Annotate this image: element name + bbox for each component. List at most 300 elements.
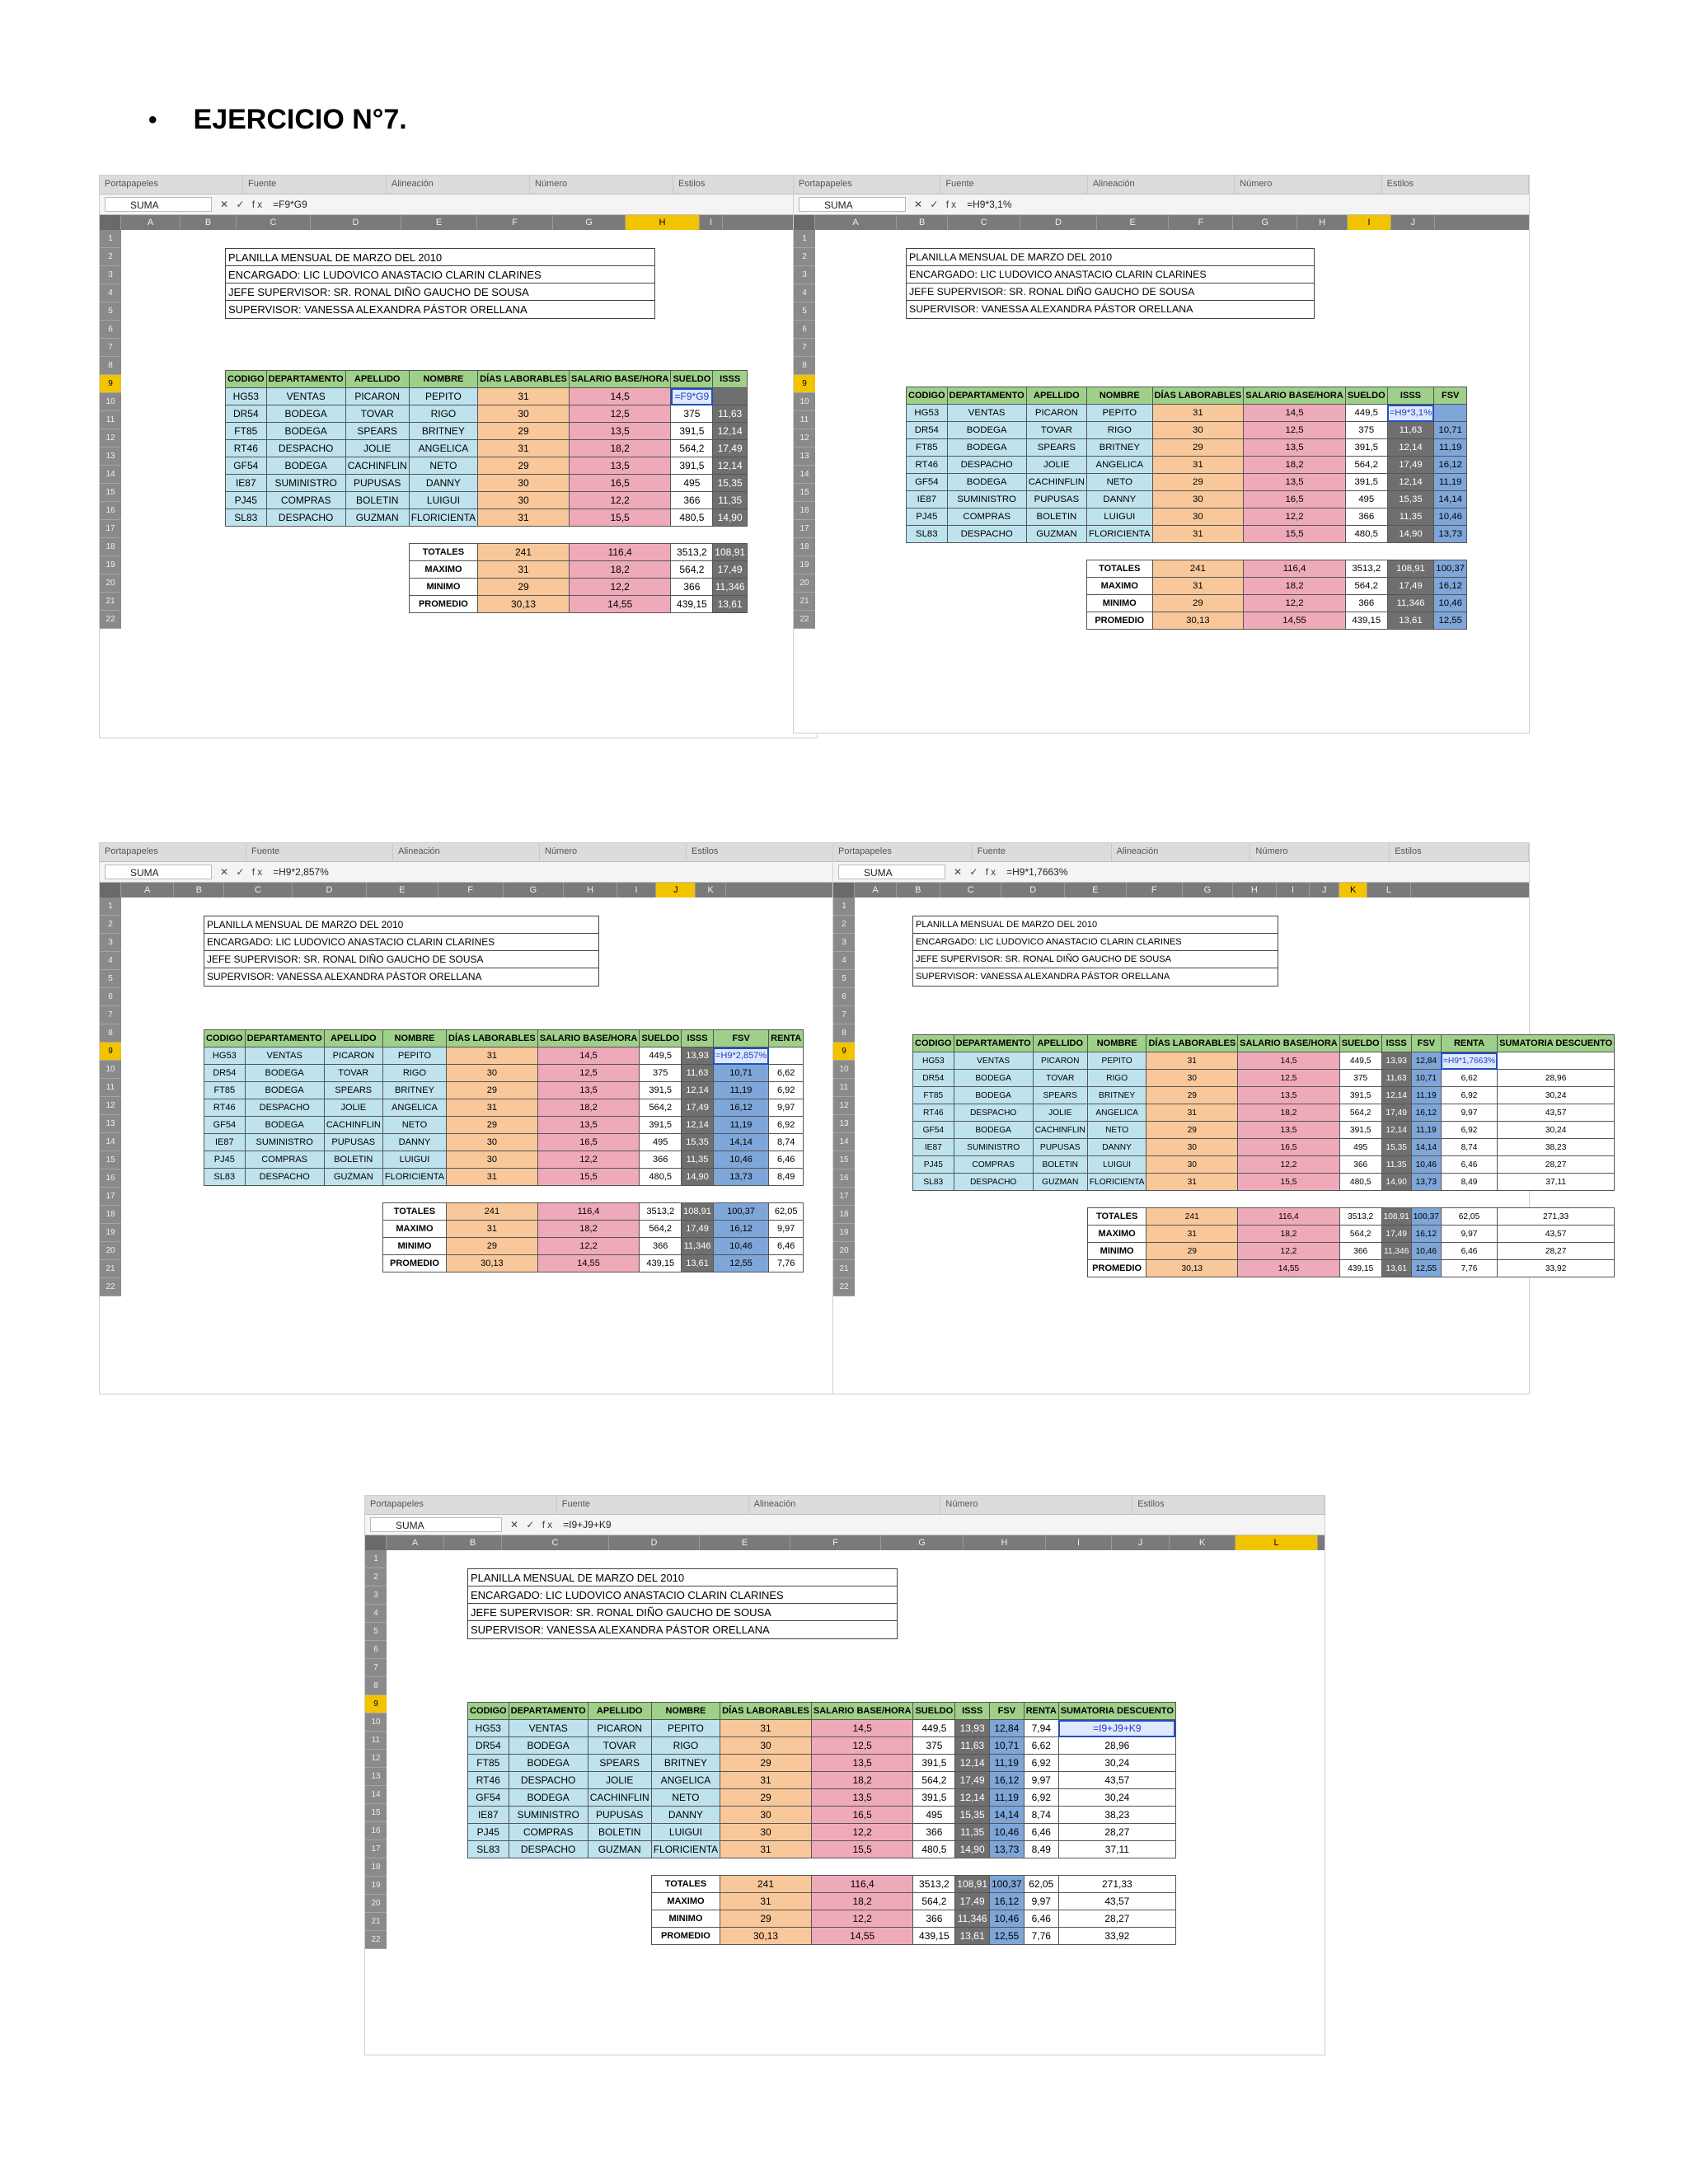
table-cell[interactable]: PEPITO (651, 1720, 720, 1737)
table-cell[interactable]: VENTAS (954, 1052, 1033, 1070)
table-cell[interactable]: SL83 (468, 1841, 509, 1858)
table-cell[interactable]: RT46 (913, 1104, 954, 1122)
table-cell[interactable]: 28,27 (1058, 1824, 1175, 1841)
table-cell[interactable]: SUMINISTRO (947, 491, 1026, 509)
table-cell[interactable]: 16,12 (1434, 578, 1467, 595)
table-cell[interactable]: 12,5 (1244, 422, 1346, 439)
table-cell[interactable]: 7,76 (1024, 1928, 1058, 1945)
table-cell[interactable]: 29 (447, 1238, 538, 1255)
table-cell[interactable]: SL83 (204, 1169, 246, 1186)
table-cell[interactable]: 17,49 (955, 1772, 990, 1789)
table-cell[interactable]: 10,71 (990, 1737, 1025, 1755)
table-cell[interactable]: 366 (1339, 1156, 1381, 1174)
table-cell[interactable]: COMPRAS (509, 1824, 588, 1841)
table-cell[interactable]: 108,91 (1387, 560, 1434, 578)
table-cell[interactable]: 366 (913, 1824, 955, 1841)
table-cell[interactable]: 391,5 (913, 1789, 955, 1807)
ribbon-group-label[interactable]: Fuente (940, 176, 1087, 194)
select-all-corner[interactable] (833, 883, 855, 898)
table-cell[interactable]: 100,37 (990, 1876, 1025, 1893)
column-header[interactable]: A (815, 215, 897, 230)
row-header[interactable]: 7 (833, 1006, 855, 1024)
table-cell[interactable]: 30,24 (1058, 1755, 1175, 1772)
table-cell[interactable]: 10,46 (1434, 595, 1467, 612)
table-cell[interactable]: 116,4 (537, 1203, 640, 1221)
table-cell[interactable]: 271,33 (1498, 1208, 1615, 1226)
table-cell[interactable]: 375 (1339, 1070, 1381, 1087)
table-cell[interactable]: 375 (913, 1737, 955, 1755)
table-cell[interactable]: RIGO (409, 405, 477, 423)
table-cell[interactable]: 18,2 (811, 1772, 913, 1789)
table-cell[interactable]: 17,49 (682, 1221, 714, 1238)
column-header[interactable]: I (700, 215, 723, 230)
table-cell[interactable]: 12,2 (1244, 509, 1346, 526)
table-cell[interactable]: BODEGA (509, 1789, 588, 1807)
row-header[interactable]: 9 (365, 1695, 387, 1713)
row-header[interactable]: 1 (833, 898, 855, 916)
column-header[interactable]: C (502, 1535, 609, 1550)
table-cell[interactable]: RIGO (1087, 422, 1152, 439)
table-cell[interactable]: 14,90 (1381, 1174, 1411, 1191)
table-cell[interactable]: 14,14 (713, 1134, 768, 1151)
table-cell[interactable]: 30,24 (1498, 1122, 1615, 1139)
table-cell[interactable]: 366 (1339, 1243, 1381, 1260)
table-cell[interactable]: 13,5 (537, 1117, 640, 1134)
formula-input[interactable]: =H9*1,7663% (1006, 866, 1068, 878)
table-cell[interactable]: GUZMAN (1033, 1174, 1087, 1191)
column-header[interactable]: B (897, 215, 949, 230)
table-cell[interactable]: 11,346 (713, 579, 748, 596)
table-cell[interactable]: 116,4 (811, 1876, 913, 1893)
column-header[interactable]: H (964, 1535, 1046, 1550)
table-cell[interactable]: FT85 (204, 1082, 246, 1099)
table-cell[interactable]: TOVAR (345, 405, 409, 423)
table-cell[interactable]: 12,2 (811, 1910, 913, 1928)
row-header[interactable]: 13 (794, 448, 815, 466)
table-cell[interactable]: 11,346 (1387, 595, 1434, 612)
row-header[interactable]: 16 (365, 1822, 387, 1840)
column-header[interactable]: D (293, 883, 367, 898)
table-cell[interactable]: 11,35 (1381, 1156, 1411, 1174)
table-cell[interactable]: 15,35 (955, 1807, 990, 1824)
table-cell[interactable]: 13,61 (713, 596, 748, 613)
table-cell[interactable]: 7,94 (1024, 1720, 1058, 1737)
table-cell[interactable]: PUPUSAS (1033, 1139, 1087, 1156)
table-cell[interactable]: IE87 (204, 1134, 246, 1151)
table-cell[interactable]: 16,12 (990, 1893, 1025, 1910)
ribbon-group-label[interactable]: Número (530, 176, 673, 194)
table-cell[interactable]: 14,14 (1434, 491, 1467, 509)
table-cell[interactable]: 30 (1152, 422, 1244, 439)
row-header[interactable]: 3 (833, 934, 855, 952)
table-cell[interactable]: 366 (671, 579, 713, 596)
table-cell[interactable]: IE87 (468, 1807, 509, 1824)
table-cell[interactable]: RIGO (651, 1737, 720, 1755)
table-cell[interactable]: TOVAR (588, 1737, 651, 1755)
row-header[interactable]: 18 (833, 1206, 855, 1224)
column-header[interactable]: D (609, 1535, 700, 1550)
table-cell[interactable]: PEPITO (1087, 1052, 1146, 1070)
table-cell[interactable]: PUPUSAS (324, 1134, 382, 1151)
table-cell[interactable]: NETO (382, 1117, 446, 1134)
table-cell[interactable]: =I9+J9+K9 (1058, 1720, 1175, 1737)
column-header[interactable]: E (401, 215, 477, 230)
table-cell[interactable]: SPEARS (588, 1755, 651, 1772)
row-header[interactable]: 5 (100, 302, 121, 321)
table-cell[interactable]: 3513,2 (1339, 1208, 1381, 1226)
table-cell[interactable]: 6,46 (1441, 1243, 1497, 1260)
table-cell[interactable]: 43,57 (1058, 1893, 1175, 1910)
table-cell[interactable]: 6,92 (769, 1082, 804, 1099)
column-header[interactable]: E (367, 883, 438, 898)
column-header[interactable]: E (1065, 883, 1127, 898)
table-cell[interactable]: 30 (478, 475, 570, 492)
row-header[interactable]: 12 (794, 429, 815, 448)
table-cell[interactable]: JOLIE (324, 1099, 382, 1117)
table-cell[interactable]: BODEGA (947, 422, 1026, 439)
table-cell[interactable]: ANGELICA (1087, 457, 1152, 474)
table-cell[interactable]: 31 (447, 1047, 538, 1065)
table-cell[interactable]: 38,23 (1058, 1807, 1175, 1824)
table-cell[interactable]: PUPUSAS (345, 475, 409, 492)
table-cell[interactable]: CACHINFLIN (324, 1117, 382, 1134)
row-header[interactable]: 5 (833, 970, 855, 988)
column-header[interactable]: I (1348, 215, 1391, 230)
table-cell[interactable]: 30 (447, 1065, 538, 1082)
table-cell[interactable]: 14,5 (1238, 1052, 1340, 1070)
table-cell[interactable]: 62,05 (1441, 1208, 1497, 1226)
table-cell[interactable]: BODEGA (509, 1755, 588, 1772)
table-cell[interactable]: 391,5 (671, 423, 713, 440)
table-cell[interactable]: 439,15 (640, 1255, 682, 1272)
row-header[interactable]: 21 (365, 1913, 387, 1931)
table-cell[interactable]: 29 (478, 457, 570, 475)
table-cell[interactable]: =H9*1,7663% (1441, 1052, 1497, 1070)
table-cell[interactable]: 16,12 (1411, 1104, 1441, 1122)
table-cell[interactable]: 9,97 (769, 1221, 804, 1238)
table-cell[interactable]: 62,05 (1024, 1876, 1058, 1893)
table-cell[interactable]: 30 (447, 1151, 538, 1169)
table-cell[interactable]: 13,93 (1381, 1052, 1411, 1070)
table-cell[interactable]: BODEGA (245, 1065, 324, 1082)
table-cell[interactable]: 17,49 (1381, 1226, 1411, 1243)
table-cell[interactable]: 6,62 (1024, 1737, 1058, 1755)
row-header[interactable]: 20 (365, 1895, 387, 1913)
row-header[interactable]: 4 (100, 284, 121, 302)
table-cell[interactable]: GF54 (226, 457, 267, 475)
table-cell[interactable]: 29 (1146, 1122, 1238, 1139)
table-cell[interactable]: 366 (640, 1238, 682, 1255)
table-cell[interactable]: 31 (478, 561, 570, 579)
row-header[interactable]: 2 (794, 248, 815, 266)
row-header[interactable]: 2 (100, 248, 121, 266)
ribbon-group-label[interactable]: Portapapeles (833, 843, 973, 861)
table-cell[interactable]: 564,2 (1345, 457, 1387, 474)
table-cell[interactable]: 6,46 (769, 1238, 804, 1255)
row-header[interactable]: 17 (100, 520, 121, 538)
table-cell[interactable]: 564,2 (1339, 1226, 1381, 1243)
table-cell[interactable]: GUZMAN (345, 509, 409, 527)
table-cell[interactable]: 13,5 (569, 457, 671, 475)
table-cell[interactable]: 14,90 (682, 1169, 714, 1186)
table-cell[interactable]: 17,49 (713, 561, 748, 579)
table-cell[interactable]: 8,74 (769, 1134, 804, 1151)
table-cell[interactable]: 564,2 (640, 1099, 682, 1117)
table-cell[interactable]: RT46 (907, 457, 948, 474)
table-cell[interactable]: 6,92 (1441, 1087, 1497, 1104)
table-cell[interactable]: PUPUSAS (1026, 491, 1086, 509)
table-cell[interactable]: 12,5 (537, 1065, 640, 1082)
row-header[interactable]: 13 (100, 1115, 121, 1133)
table-cell[interactable]: 391,5 (1339, 1122, 1381, 1139)
table-cell[interactable]: FLORICIENTA (1087, 1174, 1146, 1191)
table-cell[interactable]: 13,61 (955, 1928, 990, 1945)
table-cell[interactable]: SL83 (907, 526, 948, 543)
table-cell[interactable]: 16,5 (569, 475, 671, 492)
table-cell[interactable]: JOLIE (345, 440, 409, 457)
table-cell[interactable] (713, 388, 748, 405)
column-header[interactable]: J (1112, 1535, 1170, 1550)
table-cell[interactable]: FLORICIENTA (409, 509, 477, 527)
row-header[interactable]: 5 (794, 302, 815, 321)
table-cell[interactable]: SPEARS (324, 1082, 382, 1099)
column-header[interactable]: I (617, 883, 657, 898)
table-cell[interactable]: 439,15 (913, 1928, 955, 1945)
table-cell[interactable]: LUIGUI (1087, 1156, 1146, 1174)
column-header[interactable]: A (121, 883, 174, 898)
table-cell[interactable]: 11,346 (1381, 1243, 1411, 1260)
table-cell[interactable]: 13,61 (682, 1255, 714, 1272)
table-cell[interactable]: 15,5 (569, 509, 671, 527)
row-header[interactable]: 16 (833, 1169, 855, 1188)
row-header[interactable]: 18 (365, 1858, 387, 1877)
table-cell[interactable]: 13,5 (1238, 1087, 1340, 1104)
table-cell[interactable]: 31 (1146, 1174, 1238, 1191)
table-cell[interactable]: 30,13 (1146, 1260, 1238, 1277)
table-cell[interactable]: 375 (1345, 422, 1387, 439)
table-cell[interactable]: 18,2 (537, 1221, 640, 1238)
table-cell[interactable]: 108,91 (713, 544, 748, 561)
table-cell[interactable]: 31 (478, 509, 570, 527)
table-cell[interactable]: COMPRAS (266, 492, 345, 509)
table-cell[interactable]: PEPITO (382, 1047, 446, 1065)
table-cell[interactable]: 495 (1345, 491, 1387, 509)
table-cell[interactable]: 16,5 (1244, 491, 1346, 509)
table-cell[interactable]: 11,19 (1434, 474, 1467, 491)
table-cell[interactable]: 10,46 (1411, 1156, 1441, 1174)
table-cell[interactable]: 439,15 (671, 596, 713, 613)
ribbon-group-label[interactable]: Estilos (687, 843, 833, 861)
table-cell[interactable]: 31 (1152, 457, 1244, 474)
table-cell[interactable]: 9,97 (1441, 1104, 1497, 1122)
table-cell[interactable]: SUMINISTRO (954, 1139, 1033, 1156)
table-cell[interactable]: DR54 (204, 1065, 246, 1082)
table-cell[interactable]: 12,2 (1244, 595, 1346, 612)
table-cell[interactable]: 13,61 (1387, 612, 1434, 630)
table-cell[interactable]: =F9*G9 (671, 388, 713, 405)
table-cell[interactable]: 7,76 (769, 1255, 804, 1272)
table-cell[interactable]: 12,14 (682, 1117, 714, 1134)
table-cell[interactable]: 12,14 (713, 423, 748, 440)
table-cell[interactable]: 18,2 (1244, 578, 1346, 595)
row-header[interactable]: 5 (365, 1623, 387, 1641)
table-cell[interactable]: ANGELICA (409, 440, 477, 457)
table-cell[interactable]: RT46 (468, 1772, 509, 1789)
formula-controls-icon[interactable]: ✕ ✓ fx (510, 1519, 556, 1530)
table-cell[interactable]: 43,57 (1498, 1226, 1615, 1243)
table-cell[interactable]: VENTAS (245, 1047, 324, 1065)
table-cell[interactable]: DR54 (907, 422, 948, 439)
column-header[interactable]: D (311, 215, 401, 230)
table-cell[interactable]: 15,35 (1387, 491, 1434, 509)
table-cell[interactable]: 100,37 (1434, 560, 1467, 578)
row-header[interactable]: 19 (365, 1877, 387, 1895)
table-cell[interactable]: 11,35 (955, 1824, 990, 1841)
table-cell[interactable]: 6,92 (1024, 1755, 1058, 1772)
table-cell[interactable]: 13,5 (811, 1789, 913, 1807)
table-cell[interactable]: 8,74 (1441, 1139, 1497, 1156)
table-cell[interactable]: 12,5 (1238, 1070, 1340, 1087)
table-cell[interactable]: 11,35 (1387, 509, 1434, 526)
row-header[interactable]: 22 (833, 1278, 855, 1296)
table-cell[interactable]: TOVAR (1026, 422, 1086, 439)
table-cell[interactable]: SUMINISTRO (245, 1134, 324, 1151)
ribbon-group-label[interactable]: Portapapeles (365, 1496, 557, 1514)
table-cell[interactable]: JOLIE (1026, 457, 1086, 474)
table-cell[interactable]: 28,27 (1058, 1910, 1175, 1928)
table-cell[interactable]: 480,5 (1345, 526, 1387, 543)
row-header[interactable]: 14 (100, 1133, 121, 1151)
table-cell[interactable]: BODEGA (947, 474, 1026, 491)
table-cell[interactable]: CACHINFLIN (588, 1789, 651, 1807)
row-header[interactable]: 19 (100, 1224, 121, 1242)
row-header[interactable]: 15 (100, 484, 121, 502)
row-header[interactable]: 6 (365, 1641, 387, 1659)
column-header[interactable]: F (790, 1535, 881, 1550)
table-cell[interactable]: PJ45 (907, 509, 948, 526)
table-cell[interactable]: 12,2 (537, 1238, 640, 1255)
table-cell[interactable]: 17,49 (955, 1893, 990, 1910)
table-cell[interactable]: 14,55 (569, 596, 671, 613)
table-cell[interactable]: PICARON (345, 388, 409, 405)
table-cell[interactable]: 13,93 (682, 1047, 714, 1065)
table-cell[interactable]: 495 (1339, 1139, 1381, 1156)
column-header[interactable]: G (881, 1535, 964, 1550)
name-box[interactable]: SUMA (370, 1517, 502, 1532)
row-header[interactable]: 12 (100, 1097, 121, 1115)
table-cell[interactable]: IE87 (226, 475, 267, 492)
column-header[interactable]: B (174, 883, 224, 898)
table-cell[interactable]: LUIGUI (1087, 509, 1152, 526)
row-header[interactable]: 6 (100, 988, 121, 1006)
column-header[interactable]: D (1001, 883, 1065, 898)
table-cell[interactable]: PJ45 (913, 1156, 954, 1174)
table-cell[interactable]: 31 (720, 1893, 812, 1910)
column-header[interactable]: J (1391, 215, 1435, 230)
table-cell[interactable]: 13,61 (1381, 1260, 1411, 1277)
table-cell[interactable]: 6,46 (1024, 1910, 1058, 1928)
ribbon-group-label[interactable]: Estilos (673, 176, 817, 194)
table-cell[interactable]: SL83 (913, 1174, 954, 1191)
table-cell[interactable]: CACHINFLIN (1026, 474, 1086, 491)
table-cell[interactable]: 391,5 (640, 1082, 682, 1099)
table-cell[interactable]: SUMINISTRO (509, 1807, 588, 1824)
column-header[interactable]: G (1233, 215, 1297, 230)
table-cell[interactable]: 31 (478, 388, 570, 405)
table-cell[interactable]: 271,33 (1058, 1876, 1175, 1893)
table-cell[interactable]: LUIGUI (409, 492, 477, 509)
table-cell[interactable]: 17,49 (713, 440, 748, 457)
table-cell[interactable]: 116,4 (1244, 560, 1346, 578)
table-cell[interactable]: 9,97 (1024, 1772, 1058, 1789)
table-cell[interactable]: 30 (720, 1737, 812, 1755)
table-cell[interactable]: SUMINISTRO (266, 475, 345, 492)
table-cell[interactable]: 30,13 (447, 1255, 538, 1272)
table-cell[interactable]: DESPACHO (266, 509, 345, 527)
column-header[interactable]: B (181, 215, 237, 230)
table-cell[interactable]: SL83 (226, 509, 267, 527)
row-header[interactable]: 13 (833, 1115, 855, 1133)
row-header[interactable]: 9 (794, 375, 815, 393)
table-cell[interactable]: DESPACHO (266, 440, 345, 457)
table-cell[interactable]: 480,5 (913, 1841, 955, 1858)
table-cell[interactable]: 15,35 (682, 1134, 714, 1151)
table-cell[interactable]: 13,5 (1244, 439, 1346, 457)
row-header[interactable]: 14 (794, 466, 815, 484)
table-cell[interactable]: BRITNEY (409, 423, 477, 440)
table-cell[interactable]: 12,84 (1411, 1052, 1441, 1070)
formula-input[interactable]: =H9*3,1% (967, 199, 1012, 210)
table-cell[interactable]: VENTAS (266, 388, 345, 405)
row-header[interactable]: 22 (100, 611, 121, 629)
name-box[interactable]: SUMA (799, 197, 906, 212)
table-cell[interactable]: FT85 (913, 1087, 954, 1104)
table-cell[interactable]: 10,71 (1411, 1070, 1441, 1087)
table-cell[interactable]: 241 (1152, 560, 1244, 578)
row-header[interactable]: 22 (100, 1278, 121, 1296)
table-cell[interactable]: 6,92 (769, 1117, 804, 1134)
table-cell[interactable]: COMPRAS (947, 509, 1026, 526)
table-cell[interactable]: 11,63 (955, 1737, 990, 1755)
table-cell[interactable]: TOVAR (1033, 1070, 1087, 1087)
table-cell[interactable]: 9,97 (1441, 1226, 1497, 1243)
row-header[interactable]: 8 (794, 357, 815, 375)
table-cell[interactable]: 11,19 (990, 1755, 1025, 1772)
column-header[interactable]: L (1236, 1535, 1318, 1550)
table-cell[interactable]: DESPACHO (947, 526, 1026, 543)
row-header[interactable]: 3 (100, 266, 121, 284)
row-header[interactable]: 1 (100, 230, 121, 248)
ribbon-group-label[interactable]: Estilos (1132, 1496, 1325, 1514)
table-cell[interactable]: 391,5 (1339, 1087, 1381, 1104)
table-cell[interactable]: 15,5 (811, 1841, 913, 1858)
table-cell[interactable]: 11,63 (682, 1065, 714, 1082)
table-cell[interactable]: CACHINFLIN (1033, 1122, 1087, 1139)
table-cell[interactable]: 11,35 (713, 492, 748, 509)
table-cell[interactable]: 564,2 (1345, 578, 1387, 595)
table-cell[interactable]: 29 (1152, 595, 1244, 612)
table-cell[interactable]: BOLETIN (1033, 1156, 1087, 1174)
column-header[interactable]: H (1233, 883, 1277, 898)
table-cell[interactable]: ANGELICA (382, 1099, 446, 1117)
row-header[interactable]: 1 (365, 1550, 387, 1568)
table-cell[interactable]: 480,5 (1339, 1174, 1381, 1191)
ribbon-group-label[interactable]: Número (540, 843, 687, 861)
row-header[interactable]: 2 (365, 1568, 387, 1586)
table-cell[interactable]: 30 (478, 492, 570, 509)
table-cell[interactable]: 14,55 (1238, 1260, 1340, 1277)
table-cell[interactable]: 14,90 (1387, 526, 1434, 543)
